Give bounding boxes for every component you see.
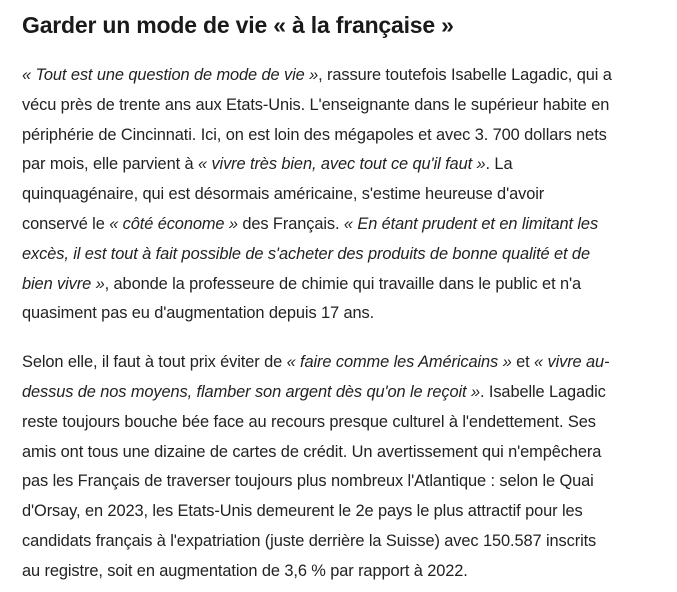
text-line (22, 467, 662, 497)
article-body (22, 61, 662, 587)
text-line (22, 497, 662, 527)
text-line (22, 270, 662, 300)
quote-text: excès, il est tout à fait possible de s'acheter des produits de bonne qualité et de (22, 244, 590, 263)
body-text: . La (485, 155, 513, 174)
text-line (22, 121, 662, 151)
text-line (22, 150, 662, 180)
text-line (22, 557, 662, 587)
quote-text: « En étant prudent et en limitant les (343, 214, 599, 233)
body-text: d'Orsay, en 2023, les Etats-Unis demeurent le 2e pays le plus attractif pour les (22, 502, 583, 521)
text-line (22, 408, 662, 438)
quote-text: « Tout est une question de mode de vie » (22, 66, 319, 84)
body-text: . Isabelle Lagadic (479, 382, 606, 401)
quote-text: dessus de nos moyens, flamber son argent dès qu'on le reçoit » (22, 382, 480, 401)
quote-text: « côté économe » (109, 214, 238, 233)
body-text: reste toujours bouche bée face au recours presque culturel à l'endettement. Ses (22, 412, 596, 431)
body-text: au registre, soit en augmentation de 3,6 % par rapport à 2022. (22, 561, 468, 580)
text-line (22, 438, 662, 468)
body-text: Selon elle, il faut à tout prix éviter de (22, 353, 287, 372)
quote-text: « vivre au- (534, 353, 610, 372)
paragraph (22, 348, 662, 586)
body-text: des Français. (237, 214, 344, 233)
body-text: périphérie de Cincinnati. Ici, on est loin des mégapoles et avec 3. 700 dollars nets (22, 125, 607, 144)
quote-text: « vivre très bien, avec tout ce qu'il faut » (197, 155, 486, 174)
body-text: amis ont tous une dizaine de cartes de crédit. Un avertissement qui n'empêchera (22, 442, 602, 461)
body-text: , rassure toutefois Isabelle Lagadic, qui a (318, 66, 612, 84)
text-line (22, 91, 662, 121)
body-text: quasiment pas eu d'augmentation depuis 17 ans. (22, 304, 375, 323)
body-text: par mois, elle parvient à (22, 155, 198, 174)
body-text: candidats français à l'expatriation (juste derrière la Suisse) avec 150.587 inscrits (22, 531, 597, 550)
section-heading: Garder un mode de vie « à la française » (22, 12, 454, 38)
paragraph (22, 61, 662, 329)
text-line (22, 299, 662, 329)
body-text: , abonde la professeure de chimie qui travaille dans le public et n'a (104, 274, 582, 293)
body-text: conservé le (22, 214, 110, 233)
text-line (22, 348, 662, 378)
quote-text: bien vivre » (22, 274, 105, 293)
body-text: et (511, 353, 534, 372)
body-text: vécu près de trente ans aux Etats-Unis. L'enseignante dans le supérieur habite en (22, 95, 610, 114)
text-line (22, 210, 662, 240)
text-line (22, 378, 662, 408)
body-text: pas les Français de traverser toujours plus nombreux l'Atlantique : selon le Quai (22, 472, 594, 491)
body-text: quinquagénaire, qui est désormais américaine, s'estime heureuse d'avoir (22, 185, 545, 204)
text-line (22, 527, 662, 557)
text-line (22, 61, 662, 91)
text-line (22, 180, 662, 210)
quote-text: « faire comme les Américains » (286, 353, 512, 372)
article-section (22, 8, 662, 587)
text-line (22, 240, 662, 270)
